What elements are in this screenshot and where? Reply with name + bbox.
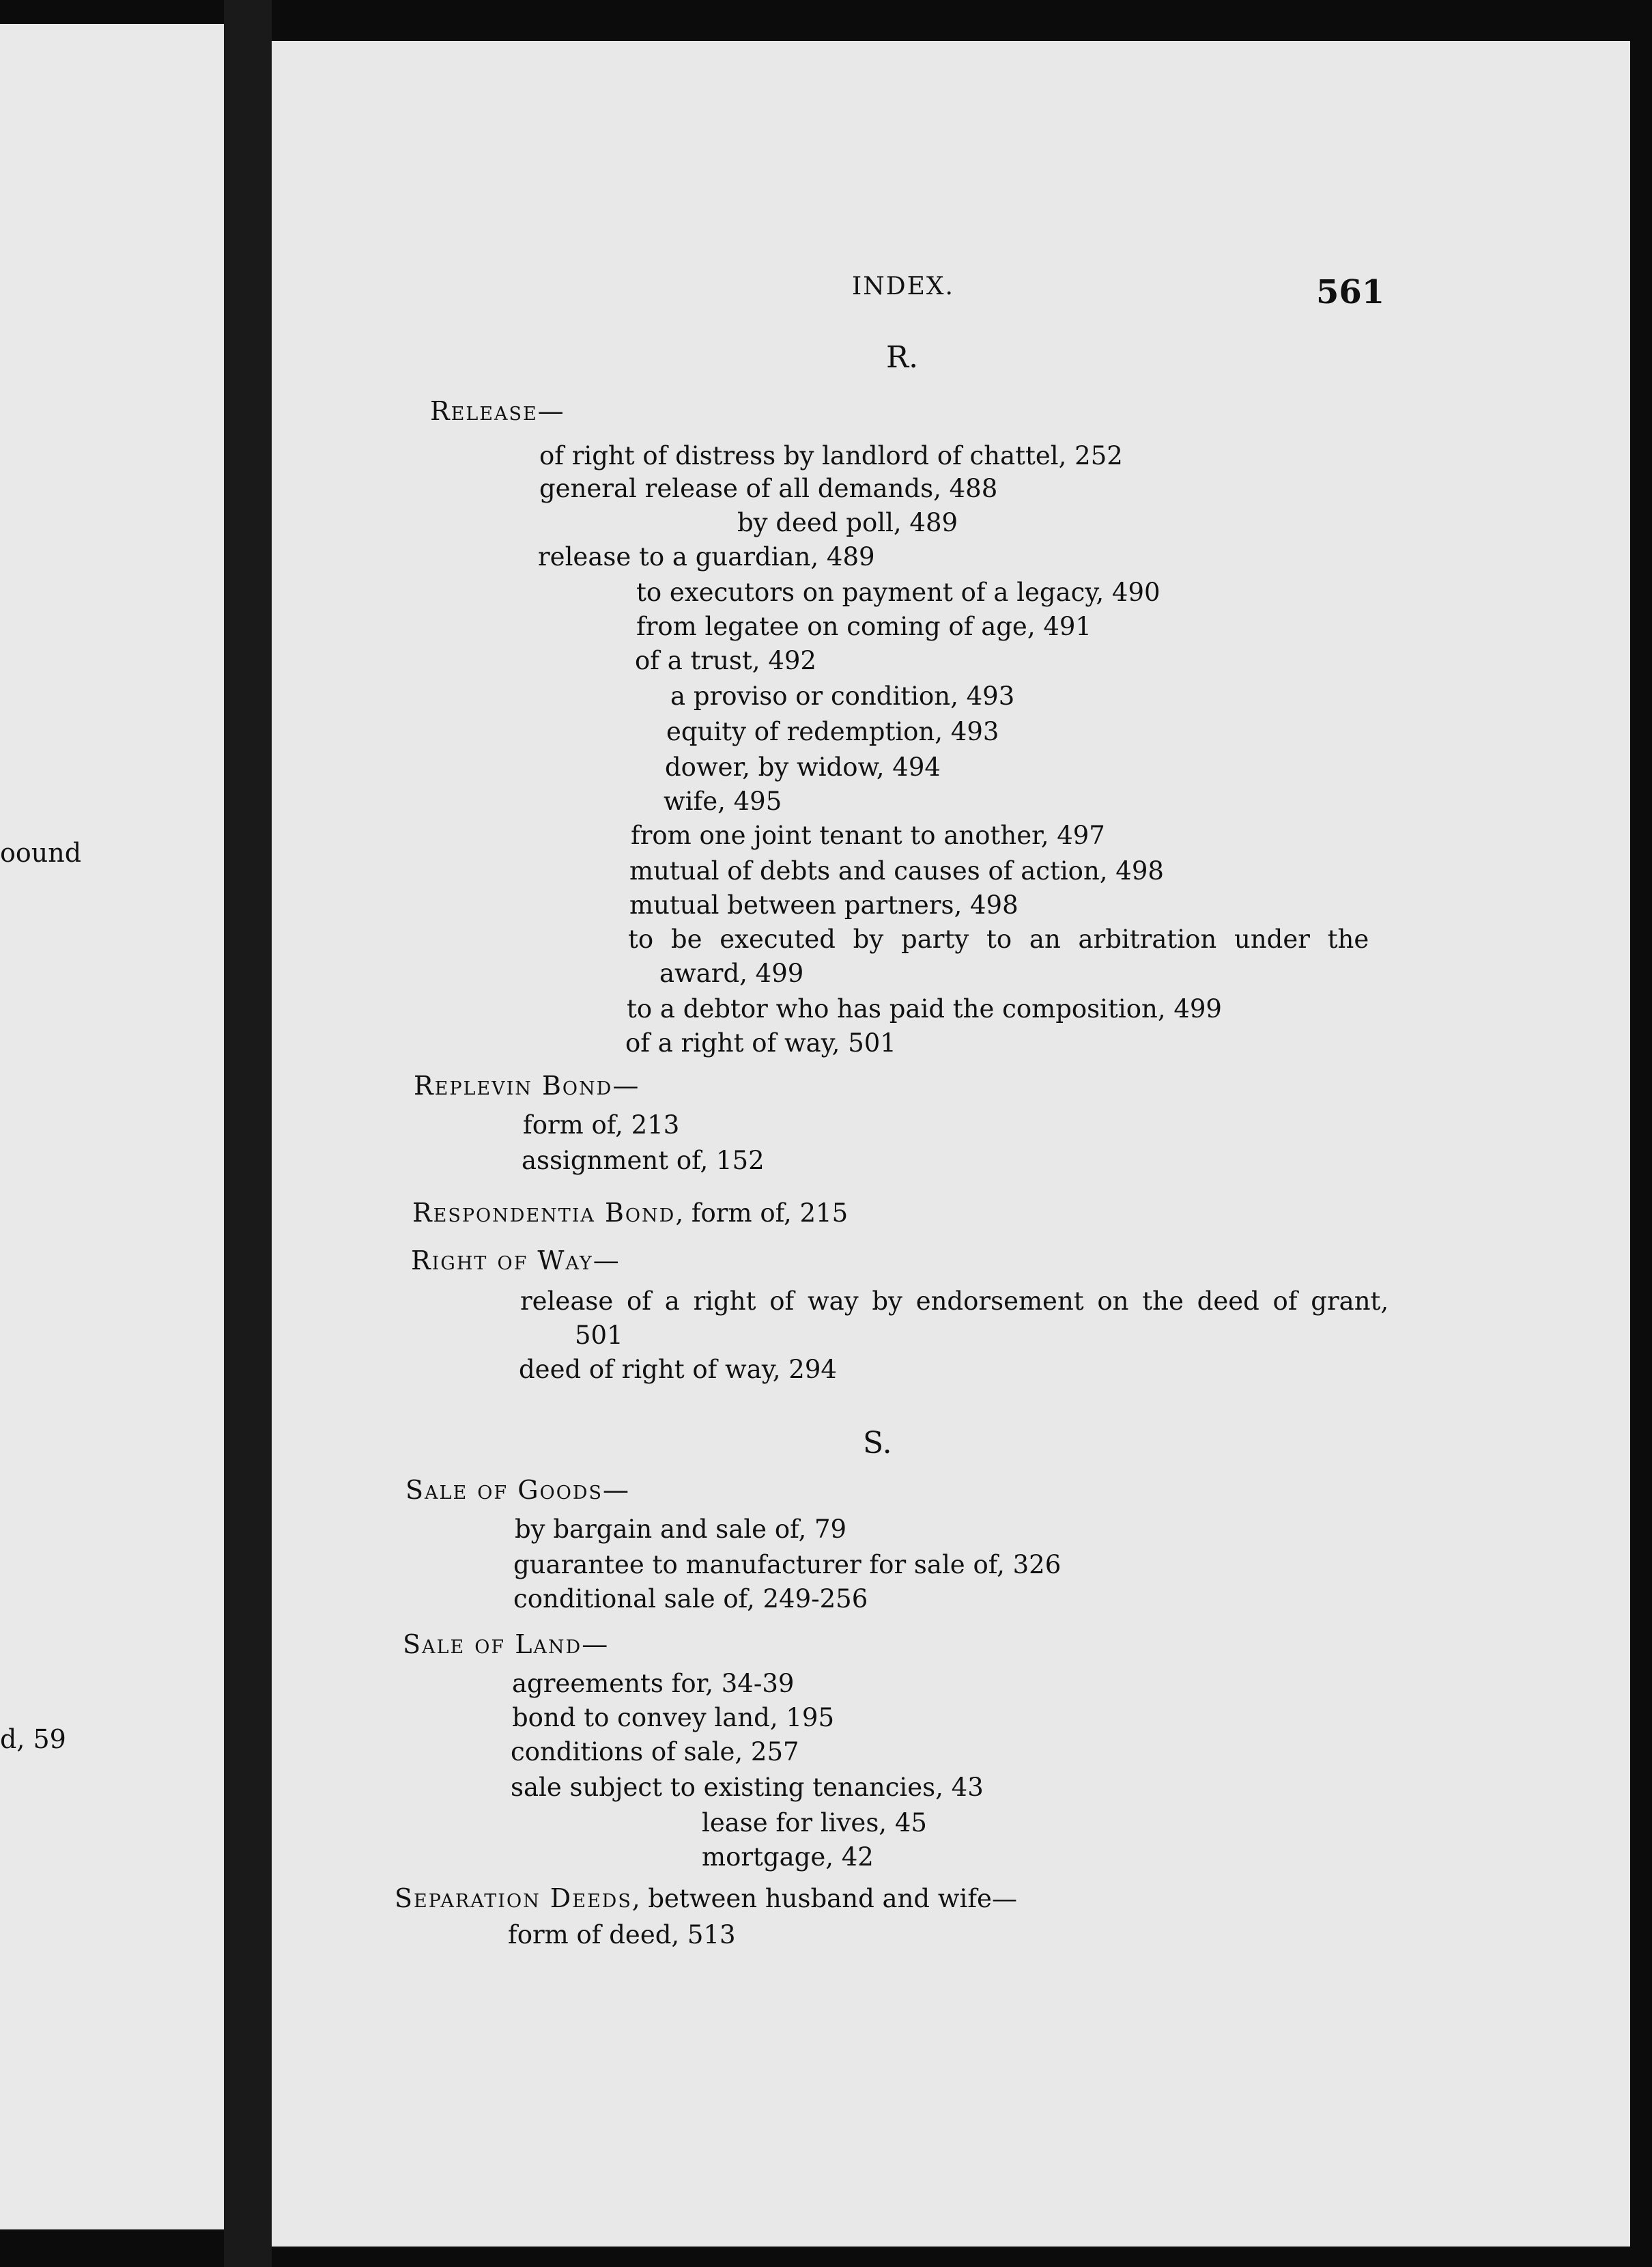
- running-title: INDEX.: [852, 272, 954, 300]
- section-letter: S.: [863, 1426, 892, 1461]
- entry-heading: Replevin Bond—: [414, 1071, 640, 1101]
- sub-entry: of right of distress by landlord of chattel, 252: [539, 441, 1123, 470]
- sub-entry: agreements for, 34-39: [512, 1669, 795, 1698]
- sub-entry: conditional sale of, 249-256: [513, 1584, 868, 1614]
- sub-entry: form of deed, 513: [508, 1920, 736, 1949]
- sub-entry: guarantee to manufacturer for sale of, 326: [513, 1550, 1062, 1579]
- sub-entry: conditions of sale, 257: [511, 1737, 799, 1766]
- sub-entry: general release of all demands, 488: [539, 474, 998, 503]
- sub-entry: of a right of way, 501: [625, 1028, 896, 1058]
- sub-entry: 501: [575, 1321, 623, 1350]
- book-gutter: [224, 0, 272, 2267]
- entry-text: , between husband and wife—: [631, 1884, 1017, 1913]
- sub-entry: mutual between partners, 498: [629, 890, 1019, 920]
- sub-entry: mutual of debts and causes of action, 498: [629, 856, 1164, 886]
- sub-entry: mortgage, 42: [702, 1842, 874, 1872]
- page-number: 561: [1316, 273, 1385, 311]
- entry-heading: Separation Deeds: [395, 1883, 632, 1913]
- sub-entry: release of a right of way by endorsement on the deed of grant,: [520, 1286, 1389, 1316]
- sub-entry: sale subject to existing tenancies, 43: [511, 1773, 984, 1802]
- sub-entry: dower, by widow, 494: [665, 752, 941, 782]
- entry-line: [395, 1885, 1017, 1913]
- sub-entry: bond to convey land, 195: [512, 1703, 834, 1732]
- left-page-text: oound: [0, 838, 82, 868]
- entry-text: , form of, 215: [675, 1198, 849, 1228]
- sub-entry: deed of right of way, 294: [519, 1355, 837, 1384]
- entry-heading: Sale of Goods—: [405, 1475, 630, 1505]
- sub-entry: by bargain and sale of, 79: [515, 1515, 847, 1544]
- sub-entry: to executors on payment of a legacy, 490: [636, 578, 1160, 607]
- section-letter: R.: [886, 340, 919, 375]
- sub-entry: release to a guardian, 489: [538, 542, 875, 572]
- entry-heading: Respondentia Bond: [412, 1198, 676, 1228]
- sub-entry: by deed poll, 489: [737, 508, 958, 537]
- left-page-text: d, 59: [0, 1724, 66, 1754]
- entry-heading: Release—: [430, 396, 565, 426]
- sub-entry: form of, 213: [523, 1110, 680, 1140]
- sub-entry: a proviso or condition, 493: [670, 681, 1015, 711]
- sub-entry: from one joint tenant to another, 497: [631, 821, 1105, 850]
- sub-entry: equity of redemption, 493: [666, 717, 999, 746]
- sub-entry: assignment of, 152: [522, 1146, 765, 1175]
- index-page: [272, 41, 1630, 2247]
- entry-line: [412, 1199, 848, 1227]
- entry-heading: Right of Way—: [411, 1245, 621, 1276]
- entry-heading: Sale of Land—: [403, 1629, 610, 1659]
- sub-entry: to be executed by party to an arbitration under the: [628, 925, 1369, 954]
- sub-entry: of a trust, 492: [635, 646, 816, 675]
- sub-entry: wife, 495: [664, 787, 782, 816]
- left-page-fragment: [0, 24, 224, 2229]
- sub-entry: award, 499: [659, 959, 804, 988]
- sub-entry: lease for lives, 45: [702, 1808, 927, 1837]
- sub-entry: to a debtor who has paid the composition, 499: [627, 994, 1222, 1024]
- sub-entry: from legatee on coming of age, 491: [636, 612, 1092, 641]
